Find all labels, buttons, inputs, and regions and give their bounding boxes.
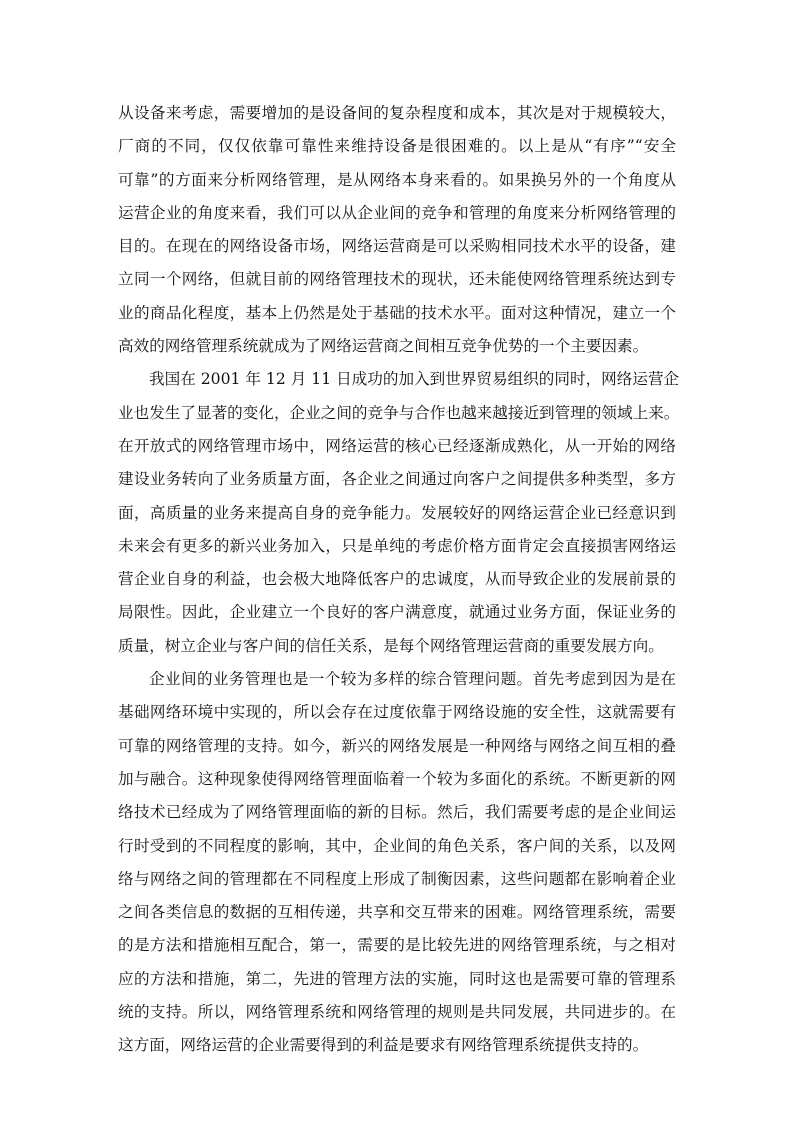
text-line: 行时受到的不同程度的影响，其中，企业间的角色关系，客户间的关系，以及网	[118, 836, 676, 855]
paragraph-3	[118, 663, 676, 1063]
text-line: 统的支持。所以，网络管理系统和网络管理的规则是共同发展，共同进步的。在	[118, 1003, 676, 1022]
text-line: 营企业自身的利益，也会极大地降低客户的忠诚度，从而导致企业的发展前景的	[118, 570, 676, 589]
paragraph-1	[118, 97, 676, 363]
text-line: 络技术已经成为了网络管理面临的新的目标。然后，我们需要考虑的是企业间运	[118, 803, 676, 822]
text-line: 厂商的不同，仅仅依靠可靠性来维持设备是很困难的。以上是从“有序”“安全	[118, 137, 676, 156]
text-line: 应的方法和措施，第二，先进的管理方法的实施，同时这也是需要可靠的管理系	[118, 969, 676, 988]
text-line: 可靠的网络管理的支持。如今，新兴的网络发展是一种网络与网络之间互相的叠	[118, 736, 676, 755]
text-line: 局限性。因此，企业建立一个良好的客户满意度，就通过业务方面，保证业务的	[118, 603, 676, 622]
body-text	[118, 97, 680, 1063]
text-line: 业也发生了显著的变化，企业之间的竞争与合作也越来越接近到管理的领域上来。	[118, 403, 680, 422]
text-line: 之间各类信息的数据的互相传递，共享和交互带来的困难。网络管理系统，需要	[118, 903, 676, 922]
text-line: 这方面，网络运营的企业需要得到的利益是要求有网络管理系统提供支持的。	[118, 1036, 649, 1055]
text-line: 高效的网络管理系统就成为了网络运营商之间相互竞争优势的一个主要因素。	[118, 337, 649, 356]
text-line: 络与网络之间的管理都在不同程度上形成了制衡因素，这些问题都在影响着企业	[118, 869, 676, 888]
text-line: 从设备来考虑，需要增加的是设备间的复杂程度和成本，其次是对于规模较大，	[118, 104, 676, 122]
text-line: 我国在 2001 年 12 月 11 日成功的加入到世界贸易组织的同时，网络运营企	[149, 370, 680, 389]
text-line: 加与融合。这种现象使得网络管理面临着一个较为多面化的系统。不断更新的网	[118, 769, 676, 788]
text-line: 运营企业的角度来看，我们可以从企业间的竞争和管理的角度来分析网络管理的	[118, 203, 676, 222]
text-line: 未来会有更多的新兴业务加入，只是单纯的考虑价格方面肯定会直接损害网络运	[118, 536, 676, 555]
text-line: 企业间的业务管理也是一个较为多样的综合管理问题。首先考虑到因为是在	[149, 670, 676, 689]
text-line: 的是方法和措施相互配合，第一，需要的是比较先进的网络管理系统，与之相对	[118, 936, 676, 955]
text-line: 在开放式的网络管理市场中，网络运营的核心已经逐渐成熟化，从一开始的网络	[118, 436, 676, 455]
text-line: 基础网络环境中实现的，所以会存在过度依靠于网络设施的安全性，这就需要有	[118, 703, 676, 722]
text-line: 目的。在现在的网络设备市场，网络运营商是可以采购相同技术水平的设备，建	[118, 237, 676, 256]
paragraph-2	[118, 363, 680, 663]
text-line: 业的商品化程度，基本上仍然是处于基础的技术水平。面对这种情况，建立一个	[118, 303, 676, 322]
text-line: 面，高质量的业务来提高自身的竞争能力。发展较好的网络运营企业已经意识到	[118, 503, 676, 522]
text-line: 质量，树立企业与客户间的信任关系，是每个网络管理运营商的重要发展方向。	[118, 636, 664, 655]
text-line: 可靠”的方面来分析网络管理，是从网络本身来看的。如果换另外的一个角度从	[118, 170, 676, 189]
text-line: 建设业务转向了业务质量方面，各企业之间通过向客户之间提供多种类型，多方	[118, 470, 676, 489]
text-line: 立同一个网络，但就目前的网络管理技术的现状，还未能使网络管理系统达到专	[118, 270, 676, 289]
